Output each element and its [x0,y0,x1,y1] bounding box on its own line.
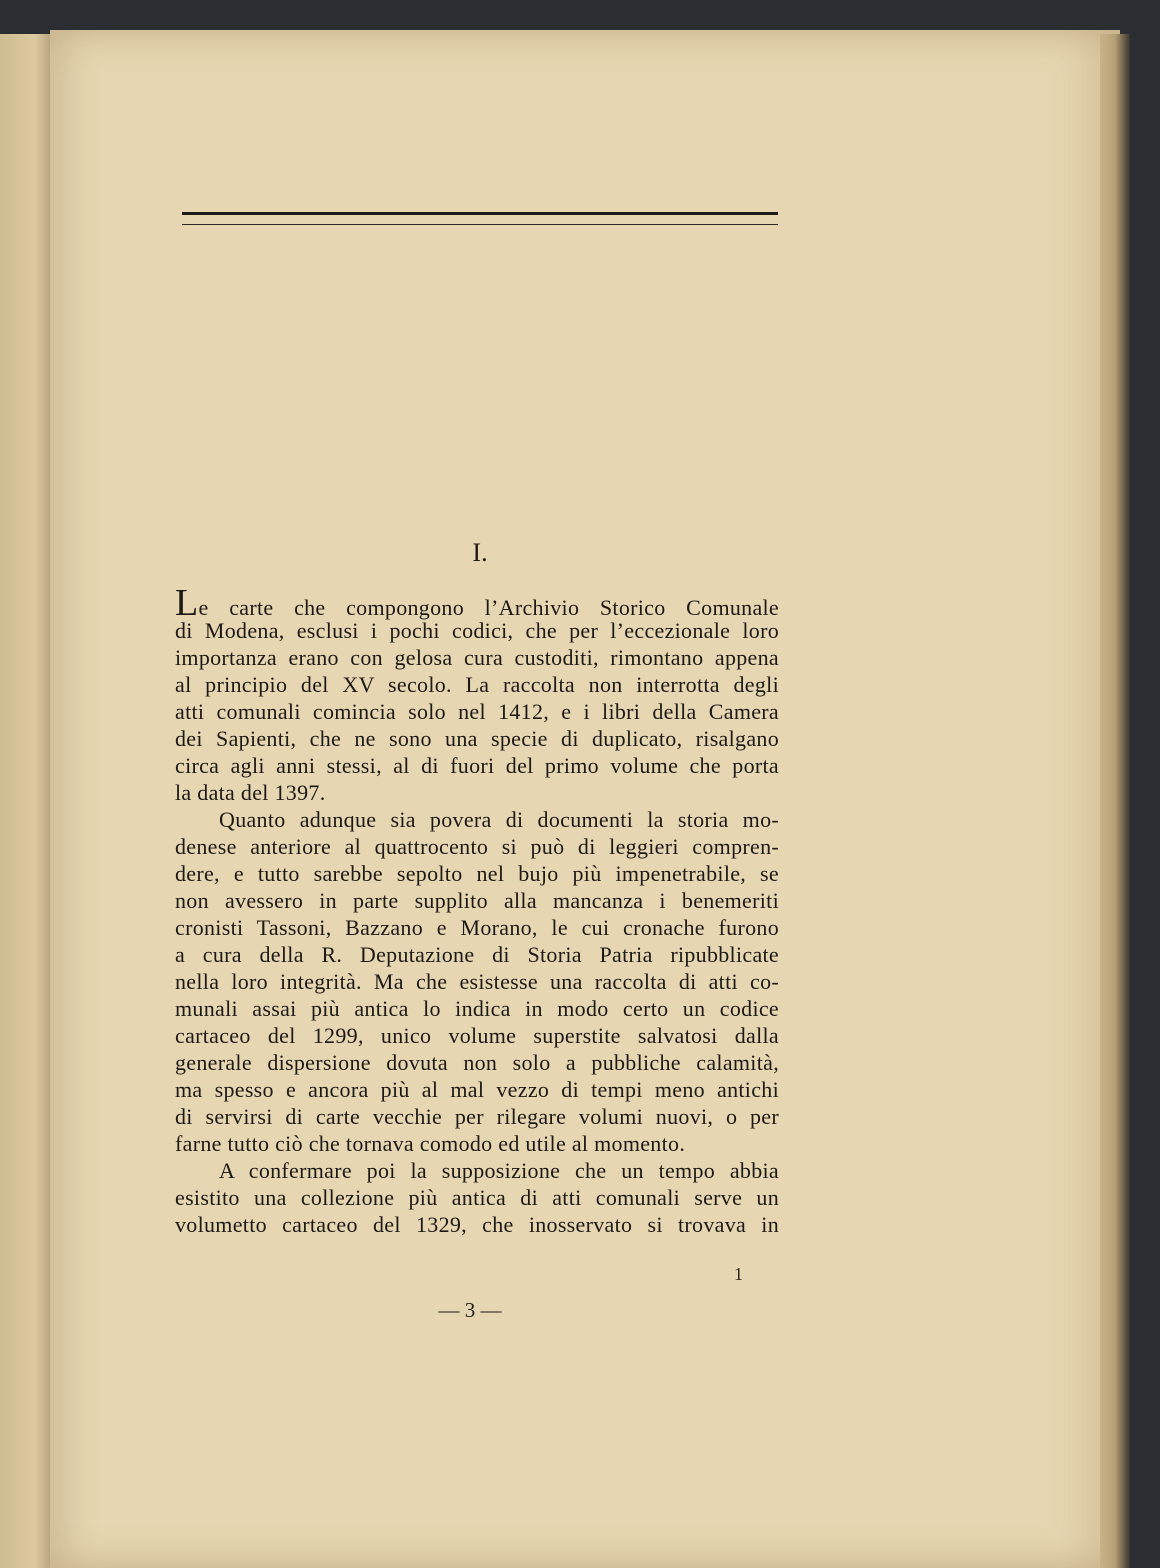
text-line: al principio del XV secolo. La raccolta non interrotta degli [175,672,779,697]
page-number: — 3 — [438,1298,502,1322]
line-text: e carte che compongono l’Archivio Storico Comunale [198,595,779,620]
text-line: di Modena, esclusi i pochi codici, che per l’eccezionale loro [175,618,779,643]
header-rule-thick [182,212,778,215]
text-line: di servirsi di carte vecchie per rilegare volumi nuovi, o per [175,1104,779,1129]
text-line: atti comunali comincia solo nel 1412, e i libri della Camera [175,699,779,724]
page-right-edge [1100,34,1130,1568]
text-line: importanza erano con gelosa cura custoditi, rimontano appena [175,645,779,670]
text-line: nella loro integrità. Ma che esistesse una raccolta di atti co- [175,969,779,994]
chapter-number-text: I. [472,538,488,567]
text-line: dei Sapienti, che ne sono una specie di duplicato, risalgano [175,726,779,751]
text-line: la data del 1397. [175,780,326,805]
chapter-number [0,538,960,568]
text-line: non avessero in parte supplito alla mancanza i benemeriti [175,888,779,913]
text-line: A confermare poi la supposizione che un tempo abbia [219,1158,779,1183]
body-text [175,582,779,1238]
drop-cap: L [175,582,199,624]
text-line: farne tutto ciò che tornava comodo ed utile al momento. [175,1131,686,1156]
header-rule-thin [182,224,778,225]
text-line: Quanto adunque sia povera di documenti la storia mo- [219,807,779,832]
text-line: dere, e tutto sarebbe sepolto nel bujo più impenetrabile, se [175,861,779,886]
text-line: circa agli anni stessi, al di fuori del primo volume che porta [175,753,779,778]
text-line: cartaceo del 1299, unico volume superstite salvatosi dalla [175,1023,779,1048]
text-line: munali assai più antica lo indica in modo certo un codice [175,996,779,1021]
text-line: a cura della R. Deputazione di Storia Patria ripubblicate [175,942,779,967]
text-line [175,582,779,624]
text-line: denese anteriore al quattrocento si può di leggieri compren- [175,834,779,859]
left-page-edge [0,34,50,1568]
text-line: volumetto cartaceo del 1329, che inosservato si trovava in [175,1212,779,1237]
text-line: cronisti Tassoni, Bazzano e Morano, le cui cronache furono [175,915,779,940]
signature-mark: 1 [734,1264,743,1284]
text-line: ma spesso e ancora più al mal vezzo di tempi meno antichi [175,1077,779,1102]
text-line: esistito una collezione più antica di atti comunali serve un [175,1185,779,1210]
text-line: generale dispersione dovuta non solo a pubbliche calamità, [175,1050,779,1075]
